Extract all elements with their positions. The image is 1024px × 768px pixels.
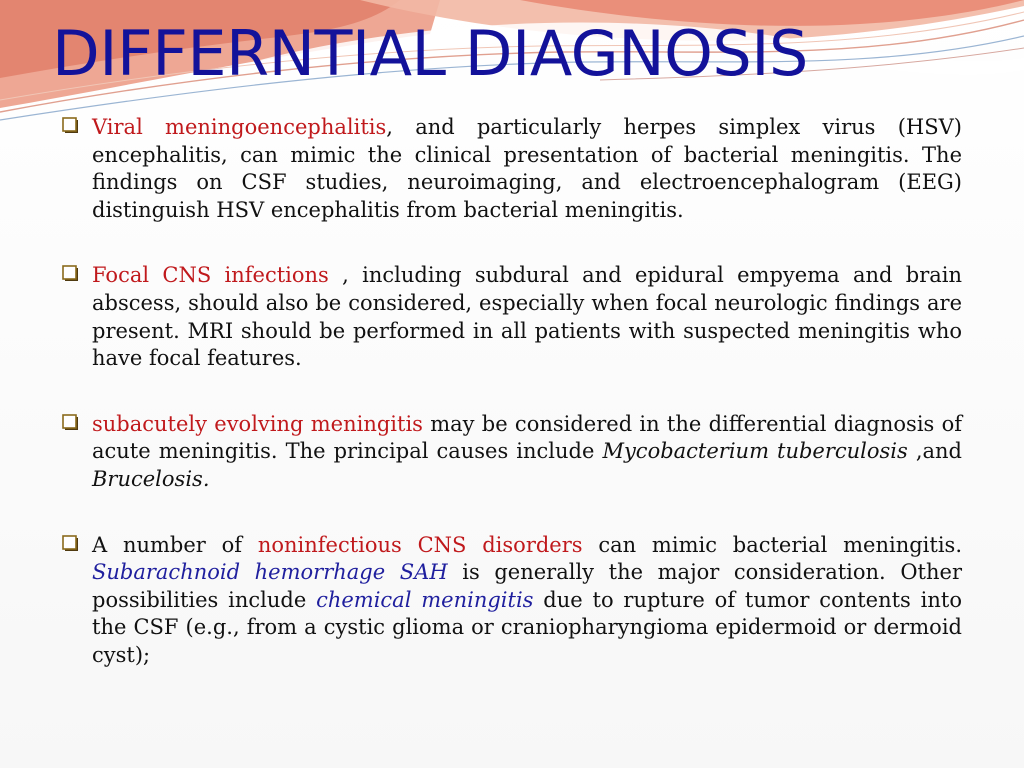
bullet-text: may be considered in the differential diagnosis of acute meningitis. The principal causes include	[92, 411, 962, 464]
bullet-highlight: subacutely evolving meningitis	[92, 411, 423, 436]
bullet-text: ,and	[907, 439, 962, 464]
bullet-text: , including subdural and epidural empyema and brain abscess, should also be considered, especially when focal neurologic findings are present. MRI should be performed in all patients with suspected meningitis who have focal features.	[92, 263, 962, 371]
bullet-list	[60, 114, 962, 670]
hollow-square-bullet-icon	[62, 117, 79, 134]
bullet-item	[60, 532, 962, 670]
bullet-item	[60, 114, 962, 224]
bullet-text: due to rupture of tumor contents into the CSF (e.g., from a cystic glioma or craniopharyngioma epidermoid or dermoid cyst);	[92, 587, 962, 667]
bullet-highlight: Viral meningoencephalitis	[92, 115, 387, 139]
organism-name: Brucelosis.	[92, 466, 210, 491]
condition-name: Subarachnoid hemorrhage SAH	[92, 560, 448, 585]
bullet-text: A number of	[92, 532, 258, 557]
hollow-square-bullet-icon	[62, 535, 79, 552]
hollow-square-bullet-icon	[62, 265, 79, 282]
bullet-highlight: noninfectious CNS disorders	[257, 532, 583, 557]
bullet-item	[60, 411, 962, 494]
bullet-text: , and particularly herpes simplex virus (HSV) encephalitis, can mimic the clinical presentation of bacterial meningitis. The findings on CSF studies, neuroimaging, and electroencephalogram (EEG) distinguish HSV encephalitis from bacterial meningitis.	[92, 115, 962, 222]
bullet-item	[60, 262, 962, 372]
bullet-text: can mimic bacterial meningitis.	[582, 532, 962, 557]
condition-name: chemical meningitis	[316, 587, 534, 612]
slide-title: DIFFERNTIAL DIAGNOSIS	[52, 17, 808, 90]
hollow-square-bullet-icon	[62, 414, 79, 431]
bullet-highlight: Focal CNS infections	[92, 263, 329, 288]
bullet-text: is generally the major consideration. Other possibilities include	[92, 560, 962, 612]
organism-name: Mycobacterium tuberculosis	[602, 439, 908, 464]
